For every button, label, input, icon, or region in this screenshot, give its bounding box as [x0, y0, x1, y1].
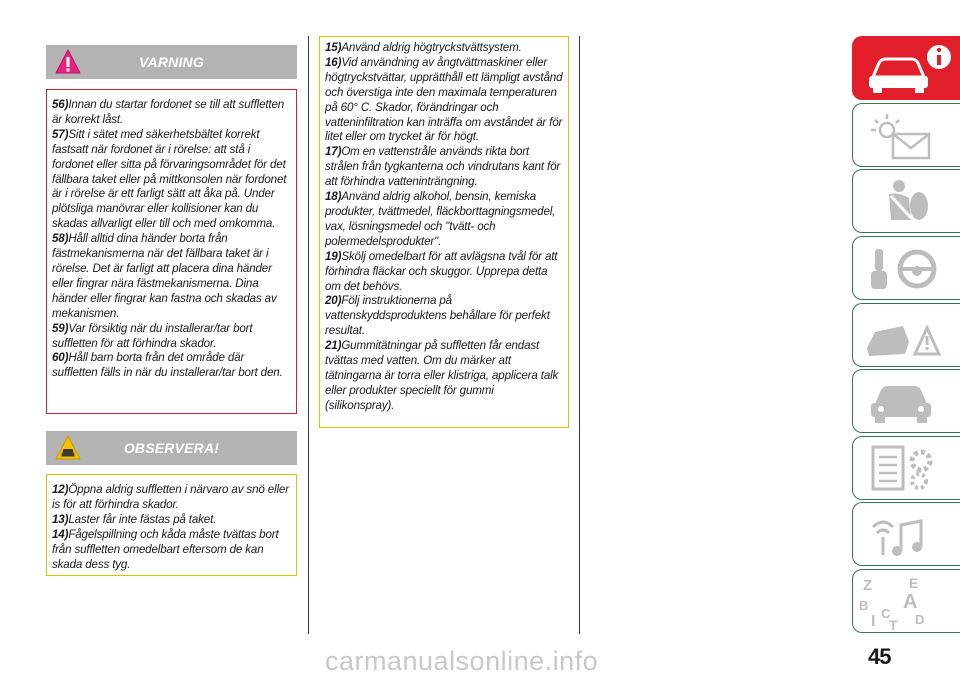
- note-number: 56): [52, 98, 69, 111]
- note-text: Gummitätningar på suffletten får endast tvättas med vatten. Om du märker att tätningarna är torra eller klistriga, applicera talk eller produkter speciellt för gummi (silikonspray).: [325, 339, 559, 412]
- note-text: Använd aldrig högtryckstvättsystem.: [341, 41, 522, 54]
- note-item: [325, 190, 564, 250]
- note-text: Fågelspillning och kåda måste tvättas bort från suffletten omedelbart eftersom de kan skada dess tyg.: [52, 527, 279, 571]
- note-text: Innan du startar fordonet se till att suffletten är korrekt låst.: [52, 98, 285, 126]
- notice-header: [46, 431, 297, 465]
- note-number: 59): [52, 321, 69, 335]
- note-number: 19): [325, 249, 342, 263]
- index-letter: Z: [863, 577, 873, 594]
- multimedia-icon: [859, 507, 955, 563]
- note-item: [52, 98, 291, 128]
- note-number: 21): [325, 339, 342, 353]
- note-text: Laster får inte fästas på taket.: [68, 512, 217, 526]
- note-item: [325, 294, 564, 339]
- car-breakdown-icon: [859, 308, 955, 364]
- note-text: Om en vattenstråle används rikta bort strålen från tygkanterna och vindrutans kant för att förhindra vatteninträngning.: [325, 145, 561, 189]
- note-text: Var försiktig när du installerar/tar bort suffletten för att förhindra skador.: [52, 321, 253, 350]
- tab-technical-data[interactable]: [852, 436, 960, 500]
- notice-box: [46, 474, 297, 576]
- note-text: Håll alltid dina händer borta från fästmekanismerna när det fällbara taket är i rörelse. Det är farligt att placera dina händer eller fingrar nära fästmekanismerna. Dina händer eller fingrar kan fastna och skadas av mekanismen.: [52, 232, 277, 320]
- note-item: [52, 483, 291, 513]
- index-letter: T: [889, 617, 898, 630]
- note-item: [325, 56, 564, 145]
- note-item: [52, 513, 291, 528]
- note-item: [325, 41, 564, 56]
- note-text: Öppna aldrig suffletten i närvaro av snö eller is för att förhindra skador.: [52, 483, 289, 511]
- note-text: Håll barn borta från det område där suffletten fälls in när du installerar/tar bort den.: [52, 351, 283, 380]
- note-number: 13): [52, 512, 69, 526]
- tab-index[interactable]: [852, 569, 960, 633]
- warning-title: VARNING: [139, 54, 204, 70]
- index-letter: C: [881, 606, 891, 621]
- note-number: 14): [52, 527, 69, 541]
- note-text: Sitt i sätet med säkerhetsbältet korrekt fastsatt när fordonet är i rörelse: att stå i fordonet eller sitta på förvaringsområdet för det fällbara taket eller på mittkonsolen när fordonet är i rörelse är ett farligt sätt att åka på. Under plötsliga manövrar eller kollisioner kan du skadas allvarligt eller till och med omkomma.: [52, 127, 287, 231]
- note-item: [52, 322, 291, 352]
- note-number: 20): [325, 294, 342, 308]
- note-number: 16): [325, 55, 342, 69]
- index-letter: I: [871, 613, 876, 630]
- index-letter: D: [915, 612, 925, 627]
- note-number: 57): [52, 127, 69, 141]
- note-number: 15): [325, 41, 342, 54]
- car-info-icon: [859, 41, 955, 97]
- tab-starting-driving[interactable]: [852, 236, 960, 300]
- index-letter: B: [859, 598, 869, 613]
- data-settings-icon: [859, 441, 955, 497]
- index-letter: E: [909, 575, 919, 591]
- note-number: 58): [52, 232, 69, 246]
- note-text: Använd aldrig alkohol, bensin, kemiska produkter, tvättmedel, fläckborttagningsmedel, vax, lösningsmedel och "tvätt- och polermedelsprodukter".: [325, 190, 556, 248]
- car-front-icon: [859, 374, 955, 430]
- notice-continued-box: [319, 36, 569, 428]
- note-item: [52, 351, 291, 381]
- note-text: Följ instruktionerna på vattenskyddsproduktens behållare för perfekt resultat.: [325, 294, 550, 338]
- tab-emergency[interactable]: [852, 303, 960, 367]
- tab-servicing[interactable]: [852, 369, 960, 433]
- page-number: 45: [868, 644, 891, 669]
- warning-header: [46, 45, 297, 79]
- note-item: [52, 232, 291, 321]
- column-divider-right: [579, 36, 580, 634]
- note-item: [325, 145, 564, 190]
- watermark: carmanualsonline.info: [325, 646, 599, 676]
- index-letters-icon: [859, 574, 955, 630]
- key-steering-wheel-icon: [859, 241, 955, 297]
- tab-multimedia[interactable]: [852, 502, 960, 566]
- notice-title: OBSERVERA!: [123, 440, 220, 456]
- tab-safety[interactable]: [852, 169, 960, 233]
- note-number: 17): [325, 145, 342, 159]
- column-divider-left: [308, 36, 309, 634]
- note-item: [325, 250, 564, 295]
- warning-box: [46, 89, 297, 414]
- seatbelt-airbag-icon: [859, 174, 955, 230]
- note-text: Skölj omedelbart för att avlägsna tvål för att förhindra fläckar och skuggor. Upprepa detta om det behövs.: [325, 249, 558, 293]
- tab-car-info[interactable]: [852, 36, 960, 100]
- note-number: 60): [52, 351, 69, 365]
- warning-lights-icon: [859, 108, 955, 164]
- note-item: [52, 128, 291, 232]
- index-letter: A: [903, 591, 918, 613]
- note-item: [52, 528, 291, 573]
- note-item: [325, 339, 564, 414]
- note-number: 18): [325, 190, 342, 204]
- note-number: 12): [52, 483, 69, 496]
- note-text: Vid användning av ångtvättmaskiner eller högtryckstvättar, upprätthåll ett lämpligt avstånd och överstiga inte den maximala temperaturen på 60° C. Skador, förändringar och vatteninfiltration kan inträffa om avståndet är för litet eller om trycket är för högt.: [325, 55, 563, 144]
- tab-warning-lights[interactable]: [852, 103, 960, 167]
